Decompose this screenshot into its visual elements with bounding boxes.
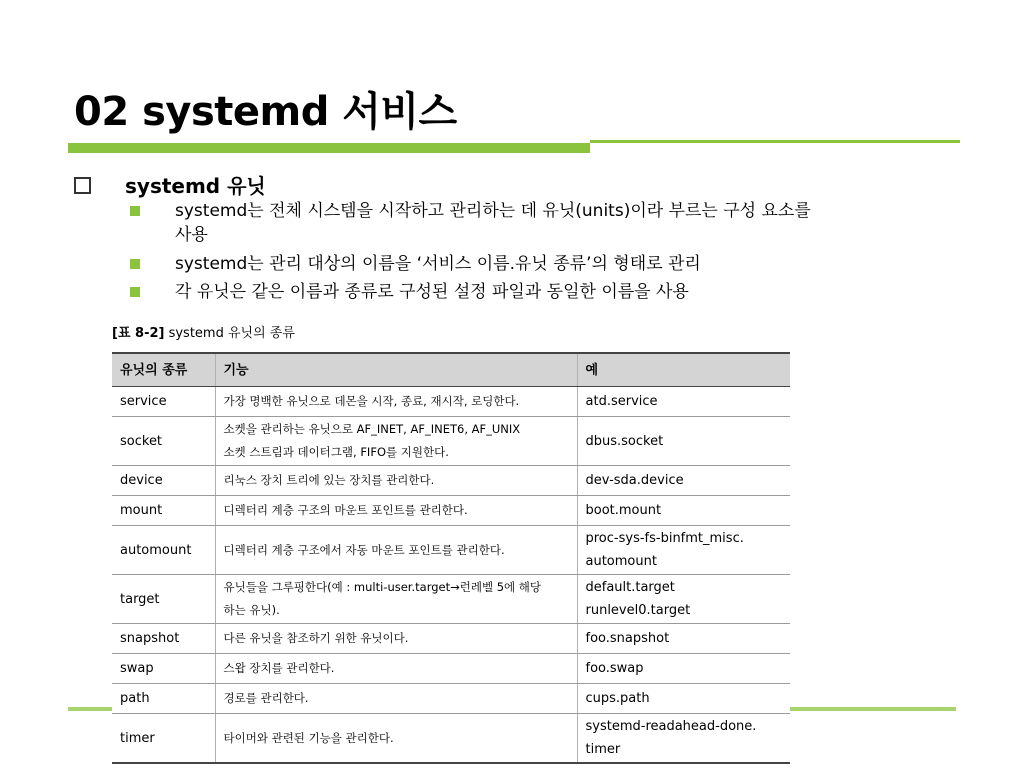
bullet-text: systemd는 전체 시스템을 시작하고 관리하는 데 유닛(units)이라 부르는 구성 요소를 사용 (175, 201, 811, 245)
section-heading-text: systemd 유닛 (125, 174, 266, 198)
example-cell: boot.mount (577, 496, 790, 526)
title-underline-thick (68, 143, 590, 153)
table-row (112, 714, 790, 764)
example-cell: proc-sys-fs-binfmt_misc. automount (577, 526, 790, 575)
table-header-row (112, 353, 790, 387)
table-caption-label: [표 8-2] (112, 326, 165, 341)
function-cell: 디렉터리 계층 구조의 마운트 포인트를 관리한다. (215, 496, 577, 526)
example-cell: default.target runlevel0.target (577, 575, 790, 624)
unit-type-cell: mount (112, 496, 215, 526)
function-cell: 경로를 관리한다. (215, 684, 577, 714)
footer-bar-left (68, 707, 112, 711)
table-row (112, 387, 790, 417)
function-cell: 유닛들을 그루핑한다(예 : multi-user.target→런레벨 5에 해당 하는 유닛). (215, 575, 577, 624)
function-cell: 가장 명백한 유닛으로 데몬을 시작, 종료, 재시작, 로딩한다. (215, 387, 577, 417)
unit-type-cell: swap (112, 654, 215, 684)
slide-title: 02 systemd 서비스 (74, 89, 457, 135)
table-row (112, 417, 790, 466)
column-header: 유닛의 종류 (112, 353, 215, 387)
unit-type-cell: timer (112, 714, 215, 764)
green-square-bullet-icon (130, 259, 140, 269)
function-cell: 타이머와 관련된 기능을 관리한다. (215, 714, 577, 764)
green-square-bullet-icon (130, 206, 140, 216)
footer-bar-right (790, 707, 956, 711)
function-cell: 리눅스 장치 트리에 있는 장치를 관리한다. (215, 466, 577, 496)
function-cell: 스왑 장치를 관리한다. (215, 654, 577, 684)
unit-types-table (112, 352, 790, 764)
unit-type-cell: automount (112, 526, 215, 575)
unit-type-cell: service (112, 387, 215, 417)
example-cell: foo.snapshot (577, 624, 790, 654)
example-cell: foo.swap (577, 654, 790, 684)
unit-type-cell: target (112, 575, 215, 624)
function-cell: 다른 유닛을 참조하기 위한 유닛이다. (215, 624, 577, 654)
table-row (112, 466, 790, 496)
table-caption (112, 322, 295, 341)
example-cell: dbus.socket (577, 417, 790, 466)
column-header: 기능 (215, 353, 577, 387)
example-cell: atd.service (577, 387, 790, 417)
table-row (112, 624, 790, 654)
example-cell: dev-sda.device (577, 466, 790, 496)
table-row (112, 575, 790, 624)
table-row (112, 496, 790, 526)
unit-type-cell: socket (112, 417, 215, 466)
hollow-square-bullet-icon (74, 177, 91, 194)
bullet-text: 각 유닛은 같은 이름과 종류로 구성된 설정 파일과 동일한 이름을 사용 (175, 282, 689, 302)
table-caption-text: systemd 유닛의 종류 (164, 326, 295, 341)
example-cell: cups.path (577, 684, 790, 714)
column-header: 예 (577, 353, 790, 387)
function-cell: 소켓을 관리하는 유닛으로 AF_INET, AF_INET6, AF_UNIX 소켓 스트림과 데이터그램, FIFO를 지원한다. (215, 417, 577, 466)
unit-type-cell: path (112, 684, 215, 714)
table-row (112, 526, 790, 575)
table-row (112, 654, 790, 684)
title-underline-thin (590, 140, 960, 143)
unit-type-cell: device (112, 466, 215, 496)
section-heading (74, 170, 266, 199)
unit-type-cell: snapshot (112, 624, 215, 654)
example-cell: systemd-readahead-done. timer (577, 714, 790, 764)
table-row (112, 684, 790, 714)
function-cell: 디렉터리 계층 구조에서 자동 마운트 포인트를 관리한다. (215, 526, 577, 575)
bullet-text: systemd는 관리 대상의 이름을 ‘서비스 이름.유닛 종류’의 형태로 관리 (175, 254, 701, 274)
green-square-bullet-icon (130, 287, 140, 297)
